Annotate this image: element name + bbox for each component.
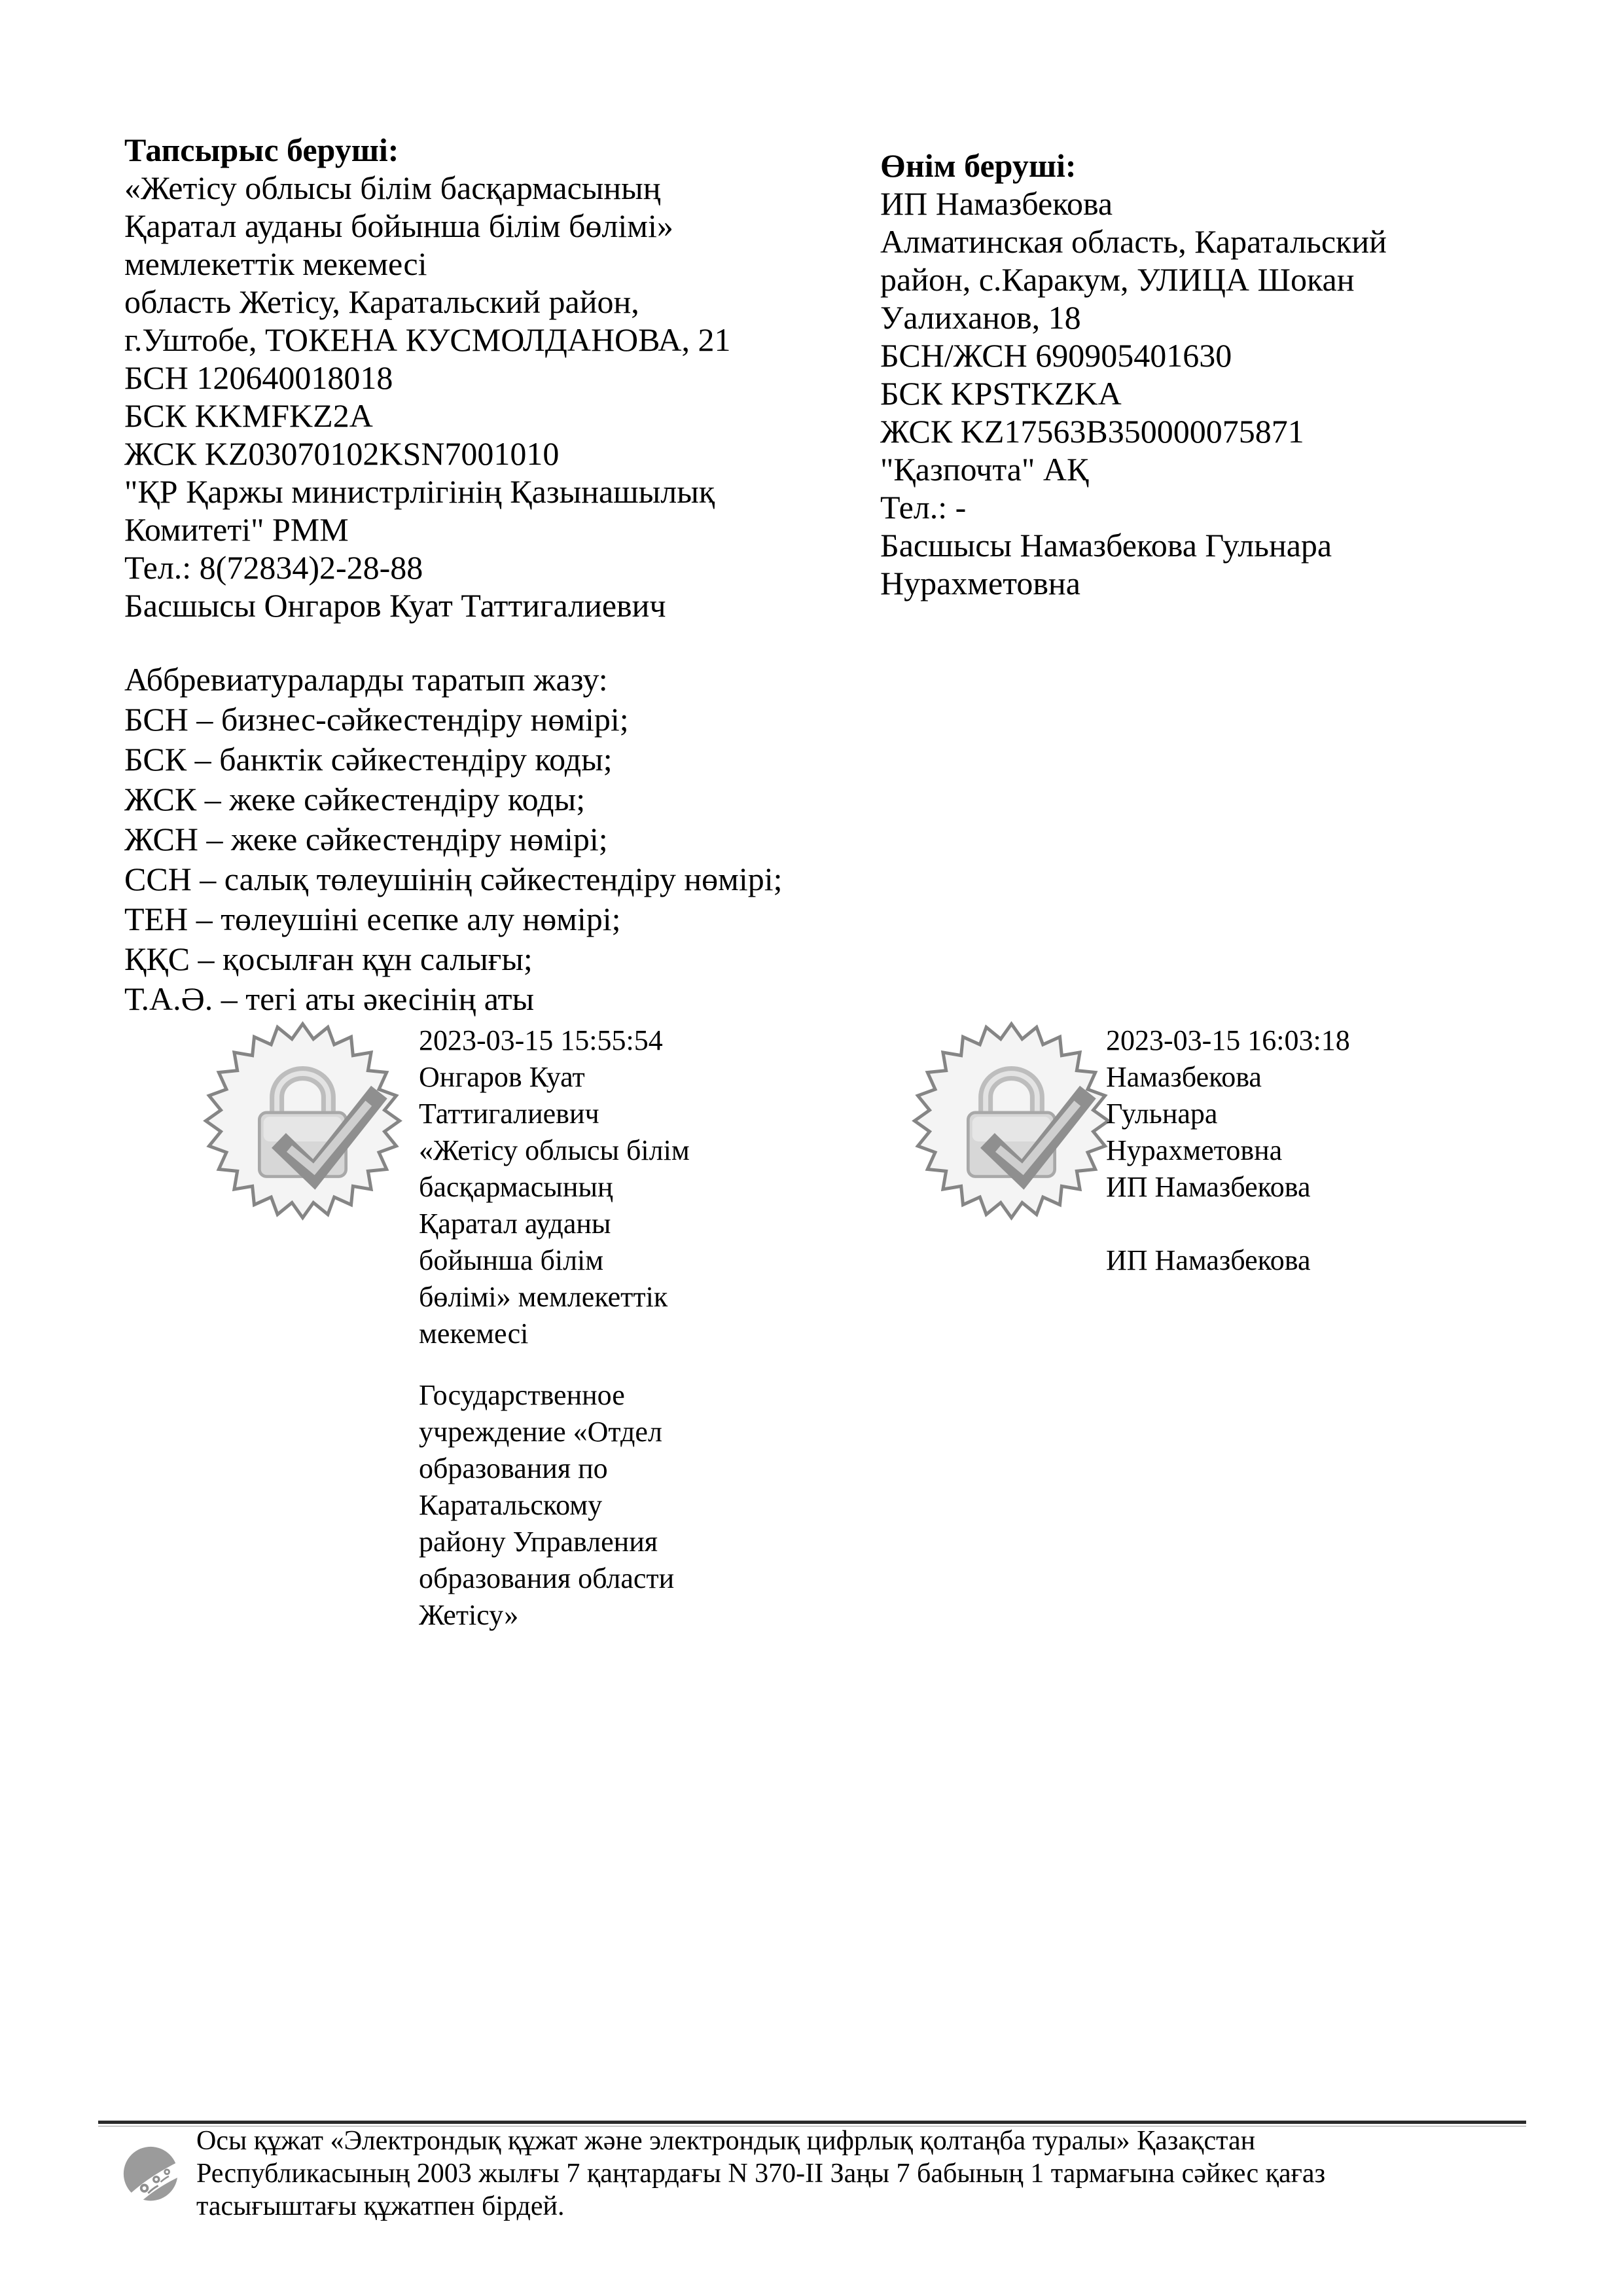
signature-right-timestamp: 2023-03-15 16:03:18 (1106, 1024, 1350, 1056)
abbreviation-item: ЖСК – жеке сәйкестендіру коды; (124, 781, 586, 817)
footer-note-line: Осы құжат «Электрондық құжат және электрондық цифрлық қолтаңба туралы» Қазақстан (196, 2126, 1256, 2156)
supplier-name: ИП Намазбекова (880, 185, 1113, 222)
signer-org: ИП Намазбекова (1106, 1171, 1311, 1203)
signer-name: Нурахметовна (1106, 1134, 1283, 1166)
supplier-phone: Тел.: - (880, 489, 967, 526)
supplier-address: район, с.Каракум, УЛИЦА Шокан (880, 261, 1355, 298)
footer-note (196, 2125, 1325, 2223)
signer-org-ru: учреждение «Отдел (419, 1416, 662, 1448)
signature-right-text (1106, 1022, 1350, 1279)
footer-note-line: Республикасының 2003 жылғы 7 қаңтардағы N 370-II Заңы 7 бабының 1 тармағына сәйкес қағаз (196, 2159, 1326, 2189)
abbreviation-item: БСН – бизнес-сәйкестендіру нөмірі; (124, 701, 629, 738)
customer-bik: БСК KKMFKZ2A (124, 397, 373, 434)
footer-divider (98, 2121, 1526, 2124)
customer-line: Қаратал ауданы бойынша білім бөлімі» (124, 207, 673, 244)
signer-org-kk: «Жетісу облысы білім (419, 1134, 690, 1166)
supplier-address: Алматинская область, Каратальский (880, 223, 1387, 260)
customer-line: мемлекеттік мекемесі (124, 245, 427, 282)
signer-org-ru: ИП Намазбекова (1106, 1244, 1311, 1276)
customer-head: Басшысы Онгаров Куат Таттигалиевич (124, 587, 666, 624)
customer-phone: Тел.: 8(72834)2-28-88 (124, 549, 423, 586)
customer-bank: Комитеті" РММ (124, 511, 349, 548)
signer-org-ru: Государственное (419, 1379, 625, 1411)
supplier-block (880, 147, 1387, 602)
signature-stamp-right (908, 1018, 1115, 1224)
customer-label: Тапсырыс беруші: (124, 132, 399, 168)
signer-name: Онгаров Куат (419, 1061, 585, 1093)
seal-lock-checkmark-icon (908, 1018, 1115, 1224)
customer-iban: ЖСК KZ03070102KSN7001010 (124, 435, 560, 472)
signer-org-kk: Қаратал ауданы (419, 1208, 611, 1240)
seal-lock-checkmark-icon (200, 1018, 406, 1224)
supplier-head: Басшысы Намазбекова Гульнара (880, 527, 1332, 564)
abbreviation-item: Т.А.Ә. – тегі аты әкесінің аты (124, 980, 535, 1017)
customer-line: область Жетісу, Каратальский район, (124, 283, 639, 320)
signer-org-ru: району Управления (419, 1526, 658, 1558)
signer-name: Гульнара (1106, 1098, 1218, 1130)
signer-name: Таттигалиевич (419, 1098, 599, 1130)
abbreviation-item: ТЕН – төлеушіні есепке алу нөмірі; (124, 901, 621, 937)
signer-org-ru: образования области (419, 1562, 675, 1594)
signature-stamp-left (200, 1018, 406, 1224)
customer-bank: "ҚР Қаржы министрлігінің Қазынашылық (124, 473, 715, 510)
customer-line: г.Уштобе, ТОКЕНА КУСМОЛДАНОВА, 21 (124, 321, 731, 358)
customer-block (124, 131, 730, 624)
customer-bin: БСН 120640018018 (124, 359, 393, 396)
supplier-label: Өнім беруші: (880, 147, 1077, 184)
abbreviation-item: ССН – салық төлеушінің сәйкестендіру нөмірі; (124, 861, 783, 897)
abbreviation-item: БСК – банктік сәйкестендіру коды; (124, 741, 613, 778)
supplier-address: Уалиханов, 18 (880, 299, 1081, 336)
supplier-head: Нурахметовна (880, 565, 1080, 601)
supplier-bank: "Қазпочта" АҚ (880, 451, 1089, 488)
signature-left-timestamp: 2023-03-15 15:55:54 (419, 1024, 663, 1056)
signer-org-ru: Каратальскому (419, 1489, 603, 1521)
signer-org-kk: мекемесі (419, 1318, 529, 1350)
ornament-sphere-icon (120, 2145, 186, 2208)
signature-left-text (419, 1022, 690, 1634)
ornament-sphere-graphic (120, 2145, 186, 2208)
supplier-bin: БСН/ЖСН 690905401630 (880, 337, 1232, 374)
abbreviation-item: ЖСН – жеке сәйкестендіру нөмірі; (124, 821, 608, 857)
signer-org-kk: басқармасының (419, 1171, 613, 1203)
customer-line: «Жетісу облысы білім басқармасының (124, 170, 661, 206)
signer-org-ru: Жетісу» (419, 1599, 519, 1631)
abbreviations-block (124, 660, 783, 1019)
supplier-iban: ЖСК KZ17563B350000075871 (880, 413, 1304, 450)
abbreviation-item: ҚҚС – қосылған құн салығы; (124, 941, 533, 977)
signer-org-kk: бойынша білім (419, 1244, 604, 1276)
supplier-bik: БСК KPSTKZKA (880, 375, 1122, 412)
signer-name: Намазбекова (1106, 1061, 1262, 1093)
abbreviations-title: Аббревиатураларды таратып жазу: (124, 661, 608, 698)
signer-org-ru: образования по (419, 1452, 608, 1484)
signer-org-kk: бөлімі» мемлекеттік (419, 1281, 668, 1313)
footer-note-line: тасығыштағы құжатпен бірдей. (196, 2191, 565, 2221)
